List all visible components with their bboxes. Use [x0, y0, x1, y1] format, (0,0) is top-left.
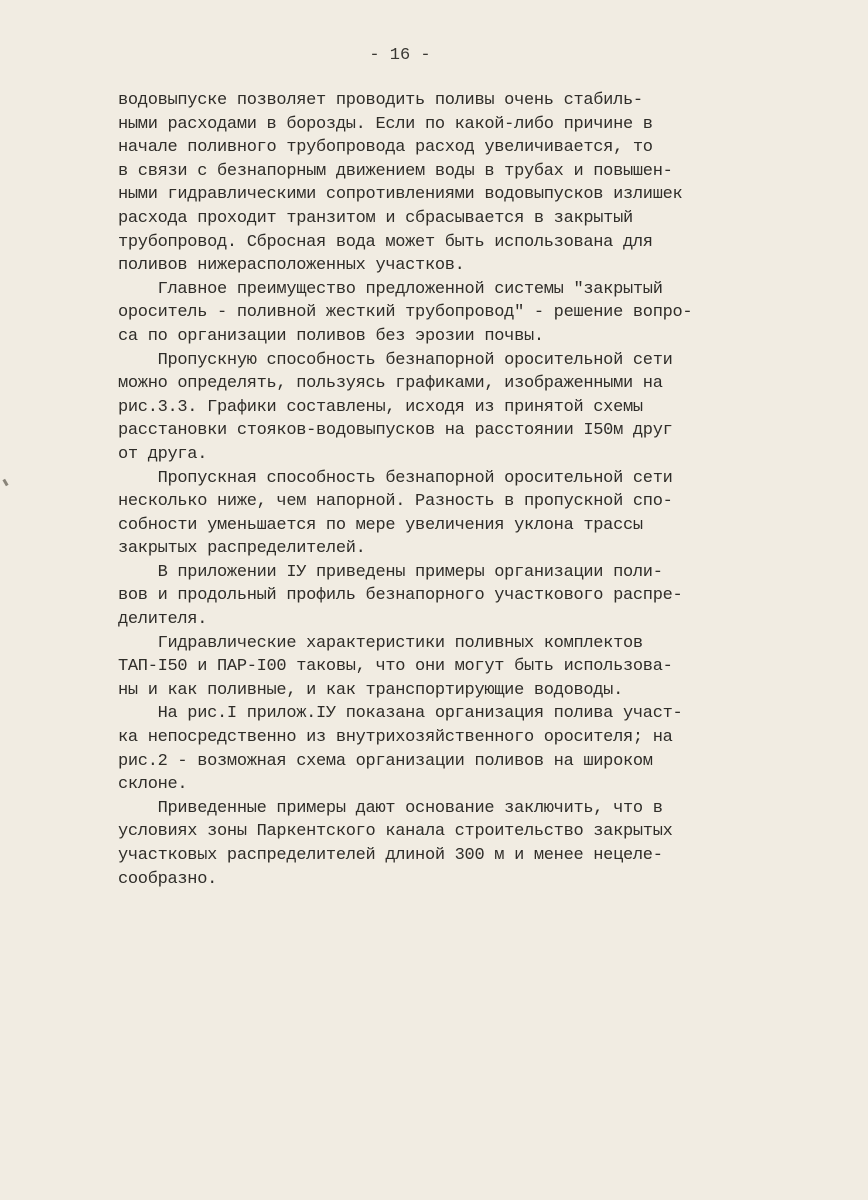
text-line: собности уменьшается по мере увеличения уклона трассы [118, 515, 643, 535]
text-line: делителя. [118, 610, 208, 630]
margin-speck [2, 479, 8, 487]
text-line: трубопровод. Сбросная вода может быть использована для [118, 232, 653, 252]
paragraph-6 [118, 632, 838, 703]
paragraph-1 [118, 89, 838, 278]
text-line: можно определять, пользуясь графиками, изображенными на [118, 374, 663, 394]
text-line: условиях зоны Паркентского канала строительство закрытых [118, 822, 673, 842]
text-line: сообразно. [118, 869, 218, 889]
text-line: вов и продольный профиль безнапорного участкового распре- [118, 586, 683, 606]
paragraph-7 [118, 702, 838, 796]
text-line: са по организации поливов без эрозии почвы. [118, 326, 544, 346]
text-line: от друга. [118, 444, 208, 464]
text-line: рис.2 - возможная схема организации поливов на широком [118, 751, 653, 771]
text-line: Приведенные примеры дают основание заключить, что в [118, 798, 663, 818]
paragraph-8 [118, 797, 838, 891]
text-line: В приложении IУ приведены примеры организации поли- [118, 562, 663, 582]
body-text [118, 89, 838, 891]
text-line: в связи с безнапорным движением воды в трубах и повышен- [118, 161, 673, 181]
text-line: ТАП-I50 и ПАР-I00 таковы, что они могут быть использова- [118, 657, 673, 677]
text-line: закрытых распределителей. [118, 539, 366, 559]
text-line: склоне. [118, 775, 188, 795]
text-line: Гидравлические характеристики поливных комплектов [118, 633, 643, 653]
text-line: ороситель - поливной жесткий трубопровод" - решение вопро- [118, 303, 693, 323]
text-line: Главное преимущество предложенной системы "закрытый [118, 279, 663, 299]
text-line: Пропускную способность безнапорной оросительной сети [118, 350, 673, 370]
text-line: ными расходами в борозды. Если по какой-либо причине в [118, 114, 653, 134]
text-line: участковых распределителей длиной 300 м и менее нецеле- [118, 846, 663, 865]
text-line: рис.3.3. Графики составлены, исходя из принятой схемы [118, 397, 643, 417]
text-line: расхода проходит транзитом и сбрасывается в закрытый [118, 208, 633, 228]
paragraph-4 [118, 467, 838, 561]
paragraph-2 [118, 278, 838, 349]
text-line: ными гидравлическими сопротивлениями водовыпусков излишек [118, 185, 683, 205]
page-number: - 16 - [369, 46, 431, 65]
paragraph-3 [118, 349, 838, 467]
text-line: На рис.I прилож.IУ показана организация полива участ- [118, 704, 683, 724]
text-line: расстановки стояков-водовыпусков на расстоянии I50м друг [118, 421, 673, 441]
paragraph-5 [118, 561, 838, 632]
text-line: поливов нижерасположенных участков. [118, 256, 465, 276]
text-line: ка непосредственно из внутрихозяйственного оросителя; на [118, 728, 673, 748]
text-line: ны и как поливные, и как транспортирующие водоводы. [118, 680, 623, 700]
text-line: Пропускная способность безнапорной оросительной сети [118, 468, 673, 488]
text-line: водовыпуске позволяет проводить поливы очень стабиль- [118, 91, 643, 110]
text-line: несколько ниже, чем напорной. Разность в пропускной спо- [118, 492, 673, 512]
text-line: начале поливного трубопровода расход увеличивается, то [118, 138, 653, 158]
